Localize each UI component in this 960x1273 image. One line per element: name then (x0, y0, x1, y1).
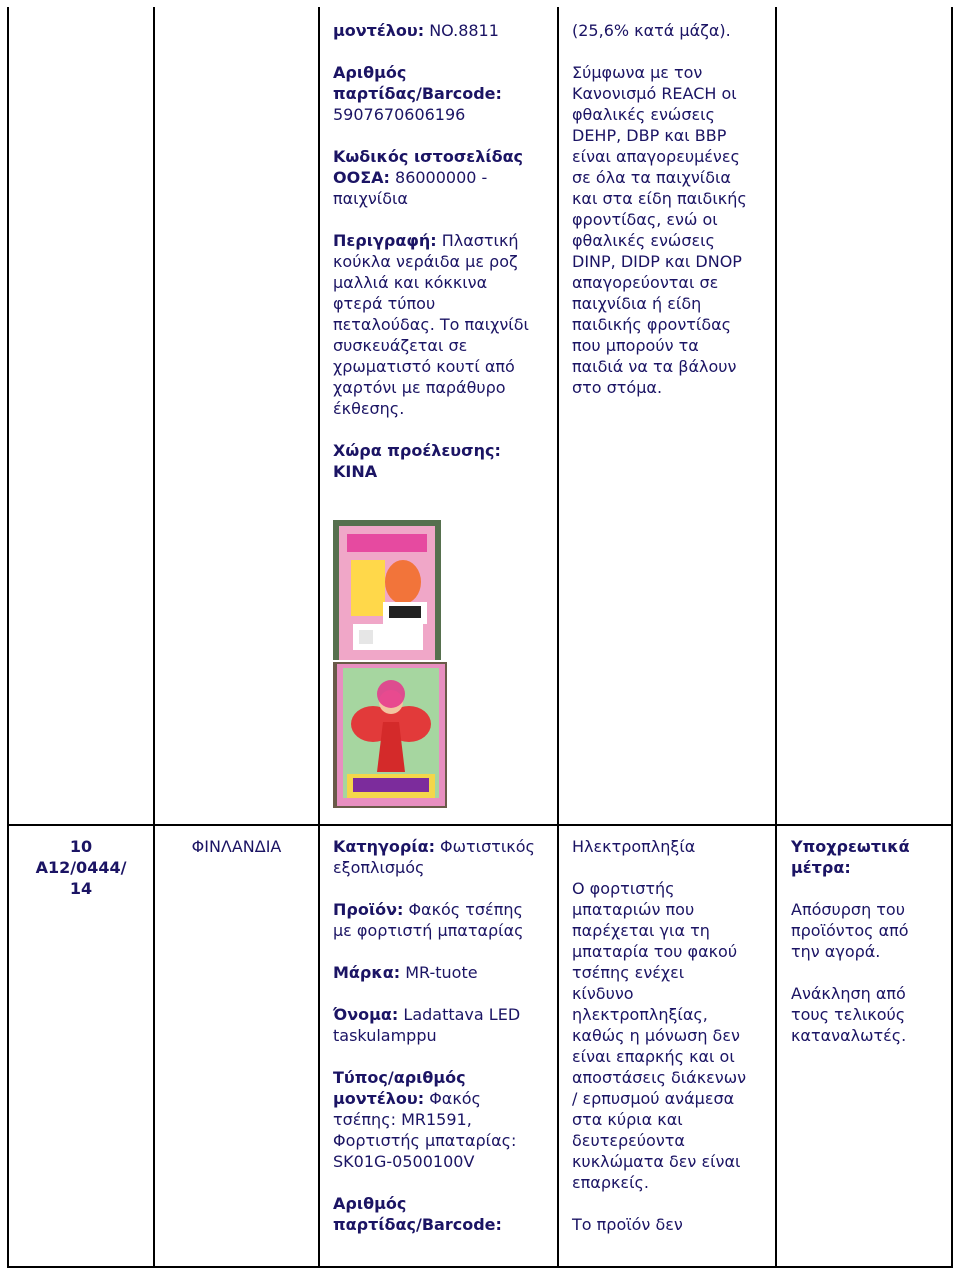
model-line (333, 1088, 555, 1109)
name-value-line2: taskulamppu (333, 1026, 437, 1045)
category-label: Κατηγορία: (333, 837, 435, 856)
description-label: Περιγραφή: (333, 231, 437, 250)
column-divider-4 (775, 7, 777, 1268)
product-label: Προϊόν: (333, 900, 404, 919)
model-line (333, 20, 555, 41)
description-text: έκθεσης. (333, 399, 405, 418)
oecd-label-line1: Κωδικός ιστοσελίδας (333, 147, 524, 166)
row-divider (7, 824, 953, 826)
product-photo-top (333, 520, 441, 660)
risk-text: ηλεκτροπληξίας, (572, 1005, 708, 1024)
barcode-label-line1: Αριθμός (333, 1194, 407, 1213)
risk-text: κίνδυνο (572, 984, 634, 1003)
model-value-line4: SK01G-0500100V (333, 1152, 475, 1171)
risk-text: (25,6% κατά μάζα). (572, 21, 731, 40)
category-value: Φωτιστικός (434, 837, 535, 856)
model-label-line1: Τύπος/αριθμός (333, 1068, 466, 1087)
table-border-right (951, 7, 953, 1268)
risk-text: μπαταρία του φακού (572, 942, 738, 961)
risk-text: στο στόμα. (572, 378, 663, 397)
product-photo-bottom (333, 662, 447, 808)
risk-text: Κανονισμό REACH οι (572, 84, 737, 103)
name-label: Όνομα: (333, 1005, 399, 1024)
risk-text: φθαλικές ενώσεις (572, 105, 715, 124)
description-text: χαρτόνι με παράθυρο (333, 378, 506, 397)
risk-text: κυκλώματα δεν είναι (572, 1152, 741, 1171)
measure-recall: καταναλωτές. (791, 1026, 907, 1045)
column-divider-2 (318, 7, 320, 1268)
measure-withdrawal: προϊόντος από (791, 921, 909, 940)
name-value: Ladattava LED (398, 1005, 521, 1024)
column-divider-1 (153, 7, 155, 1268)
doll-package-front-image (333, 662, 447, 808)
product-value: Φακός τσέπης (403, 900, 523, 919)
row2-product-details (333, 836, 555, 1235)
model-value-line2: τσέπης: MR1591, (333, 1110, 472, 1129)
risk-type: Ηλεκτροπληξία (572, 837, 696, 856)
row2-measures (791, 836, 949, 1046)
model-value: NO.8811 (424, 21, 499, 40)
measure-withdrawal: την αγορά. (791, 942, 881, 961)
risk-text: τσέπης ενέχει (572, 963, 685, 982)
risk-text: και στα είδη παιδικής (572, 189, 747, 208)
reference-code: A12/0444/ (35, 858, 127, 877)
measures-label-line2: μέτρα: (791, 858, 851, 877)
model-value-line3: Φορτιστής μπαταρίας: (333, 1131, 517, 1150)
risk-text: φροντίδας, ενώ οι (572, 210, 718, 229)
doll-package-back-image (333, 520, 441, 660)
model-value: Φακός (424, 1089, 481, 1108)
description-text: Πλαστική (436, 231, 519, 250)
entry-number: 10 (69, 837, 93, 856)
risk-text: είναι απαγορευμένες (572, 147, 740, 166)
row2-country (155, 836, 318, 857)
oecd-value: 86000000 - (389, 168, 488, 187)
brand-line (333, 962, 555, 983)
table-border-bottom (7, 1266, 953, 1268)
measure-recall: Ανάκληση από (791, 984, 906, 1003)
description-text: κούκλα νεράιδα με ροζ (333, 252, 518, 271)
risk-text: DINP, DIDP και DNOP (572, 252, 742, 271)
product-line (333, 899, 555, 920)
model-label: μοντέλου: (333, 21, 425, 40)
risk-text: που μπορούν τα (572, 336, 699, 355)
row1-risk-details (572, 20, 772, 398)
risk-text: φθαλικές ενώσεις (572, 231, 715, 250)
risk-text: μπαταριών που (572, 900, 695, 919)
oecd-label-line2: ΟΟΣΑ: (333, 168, 390, 187)
model-label-line2: μοντέλου: (333, 1089, 425, 1108)
reference-year: 14 (69, 879, 93, 898)
notifying-country: ΦΙΝΛΑΝΔΙΑ (191, 837, 282, 856)
description-text: μαλλιά και κόκκινα (333, 273, 488, 292)
oecd-line (333, 167, 555, 188)
risk-text: παιχνίδια ή είδη (572, 294, 702, 313)
product-value-line2: με φορτιστή μπαταρίας (333, 921, 524, 940)
table-border-left (7, 7, 9, 1268)
description-text: φτερά τύπου (333, 294, 436, 313)
risk-text: παιδικής φροντίδας (572, 315, 732, 334)
description-text: συσκευάζεται σε (333, 336, 468, 355)
risk-text: στα κύρια και (572, 1110, 683, 1129)
barcode-label-line2: παρτίδας/Barcode: (333, 84, 502, 103)
row2-risk-details (572, 836, 772, 1235)
barcode-label-line1: Αριθμός (333, 63, 407, 82)
description-text: πεταλούδας. Το παιχνίδι (333, 315, 529, 334)
risk-text: καθώς η μόνωση δεν (572, 1026, 740, 1045)
risk-text: DEHP, DBP και BBP (572, 126, 727, 145)
risk-text: αποστάσεις διάκενων (572, 1068, 747, 1087)
barcode-label-line2: παρτίδας/Barcode: (333, 1215, 502, 1234)
risk-text: Σύμφωνα με τον (572, 63, 703, 82)
row1-product-details (333, 20, 555, 482)
category-value-line2: εξοπλισμός (333, 858, 425, 877)
category-line (333, 836, 555, 857)
row2-reference (9, 836, 153, 899)
oecd-value-line2: παιχνίδια (333, 189, 408, 208)
risk-text: απαγορεύονται σε (572, 273, 719, 292)
risk-text: δευτερεύοντα (572, 1131, 685, 1150)
risk-text: παρέχεται για τη (572, 921, 710, 940)
barcode-value: 5907670606196 (333, 105, 466, 124)
brand-label: Μάρκα: (333, 963, 401, 982)
risk-text: Ο φορτιστής (572, 879, 675, 898)
description-line (333, 230, 555, 251)
measure-recall: τους τελικούς (791, 1005, 906, 1024)
description-text: χρωματιστό κουτί από (333, 357, 515, 376)
measure-withdrawal: Απόσυρση του (791, 900, 905, 919)
risk-text: είναι επαρκής και οι (572, 1047, 735, 1066)
risk-text: παιδιά να τα βάλουν (572, 357, 737, 376)
origin-label: Χώρα προέλευσης: (333, 441, 501, 460)
risk-text: Το προϊόν δεν (572, 1215, 683, 1234)
risk-text: σε όλα τα παιχνίδια (572, 168, 731, 187)
risk-text: επαρκείς. (572, 1173, 649, 1192)
origin-value: ΚΙΝΑ (333, 462, 378, 481)
column-divider-3 (557, 7, 559, 1268)
name-line (333, 1004, 555, 1025)
brand-value: MR-tuote (400, 963, 478, 982)
measures-label-line1: Υποχρεωτικά (791, 837, 910, 856)
risk-text: / ερπυσμού ανάμεσα (572, 1089, 735, 1108)
